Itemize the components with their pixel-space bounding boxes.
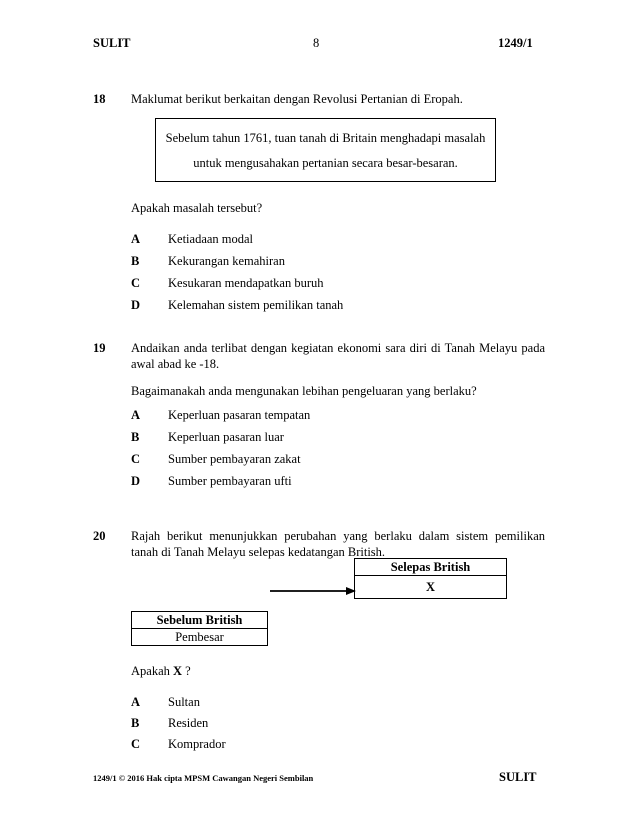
q19-option-b-text[interactable]: Keperluan pasaran luar: [168, 430, 284, 444]
q18-option-a-text[interactable]: Ketiadaan modal: [168, 232, 254, 246]
after-british-value: X: [355, 576, 507, 599]
q18-option-d-text[interactable]: Kelemahan sistem pemilikan tanah: [168, 298, 344, 312]
footer-copyright-text: 2016 Hak cipta MPSM Cawangan Negeri Sembilan: [127, 773, 314, 783]
q20-option-c-text[interactable]: Komprador: [168, 737, 226, 751]
q18-option-c-letter[interactable]: C: [131, 276, 141, 290]
q19-option-d-letter[interactable]: D: [131, 474, 141, 488]
q20-option-a-text[interactable]: Sultan: [168, 695, 200, 709]
q19-option-b-letter[interactable]: B: [131, 430, 140, 444]
change-arrow: [270, 585, 356, 597]
q18-box-line1: Sebelum tahun 1761, tuan tanah di Britain menghadapi masalah: [165, 131, 486, 145]
q18-box-line2: untuk mengusahakan pertanian secara besar-besaran.: [193, 156, 458, 170]
header-sulit: SULIT: [93, 36, 131, 50]
footer-copyright: [93, 773, 313, 783]
q18-info-box: [155, 118, 496, 182]
header-paper-code: 1249/1: [498, 36, 533, 50]
q19-option-a-text[interactable]: Keperluan pasaran tempatan: [168, 408, 311, 422]
q19-stem-line1: Andaikan anda terlibat dengan kegiatan ekonomi sara diri di Tanah Melayu pada: [131, 341, 545, 355]
before-british-header: Sebelum British: [132, 612, 268, 629]
q18-number: 18: [93, 92, 106, 106]
q20-number: 20: [93, 529, 106, 543]
q19-option-a-letter[interactable]: A: [131, 408, 141, 422]
q18-option-b-letter[interactable]: B: [131, 254, 140, 268]
q19-option-c-text[interactable]: Sumber pembayaran zakat: [168, 452, 301, 466]
q20-question-var: X: [173, 664, 183, 678]
q20-option-a-letter[interactable]: A: [131, 695, 141, 709]
q20-question: [131, 664, 191, 679]
q20-option-b-text[interactable]: Residen: [168, 716, 209, 730]
q19-question: Bagaimanakah anda mengunakan lebihan pengeluaran yang berlaku?: [131, 384, 477, 398]
before-british-table: [131, 611, 268, 646]
q18-option-d-letter[interactable]: D: [131, 298, 141, 312]
before-british-value: Pembesar: [132, 629, 268, 646]
q20-question-suffix: ?: [185, 664, 191, 678]
q19-option-c-letter[interactable]: C: [131, 452, 141, 466]
q20-option-c-letter[interactable]: C: [131, 737, 141, 751]
after-british-header: Selepas British: [355, 559, 507, 576]
q19-option-d-text[interactable]: Sumber pembayaran ufti: [168, 474, 292, 488]
q18-stem: Maklumat berikut berkaitan dengan Revolusi Pertanian di Eropah.: [131, 92, 463, 106]
q18-option-c-text[interactable]: Kesukaran mendapatkan buruh: [168, 276, 324, 290]
footer-code: 1249/1: [93, 773, 117, 783]
q19-number: 19: [93, 341, 106, 355]
q18-option-a-letter[interactable]: A: [131, 232, 141, 246]
q18-option-b-text[interactable]: Kekurangan kemahiran: [168, 254, 285, 268]
page-number: 8: [313, 36, 320, 50]
q20-option-b-letter[interactable]: B: [131, 716, 140, 730]
q19-stem-line2: awal abad ke -18.: [131, 357, 220, 371]
footer-sulit: SULIT: [499, 770, 537, 784]
copyright-icon: ©: [118, 773, 126, 783]
q20-stem-line1: Rajah berikut menunjukkan perubahan yang berlaku dalam sistem pemilikan: [131, 529, 545, 543]
q20-question-prefix: Apakah: [131, 664, 170, 678]
q18-question: Apakah masalah tersebut?: [131, 201, 263, 215]
q20-stem-line2: tanah di Tanah Melayu selepas kedatangan British.: [131, 545, 386, 559]
after-british-table: [354, 558, 507, 599]
